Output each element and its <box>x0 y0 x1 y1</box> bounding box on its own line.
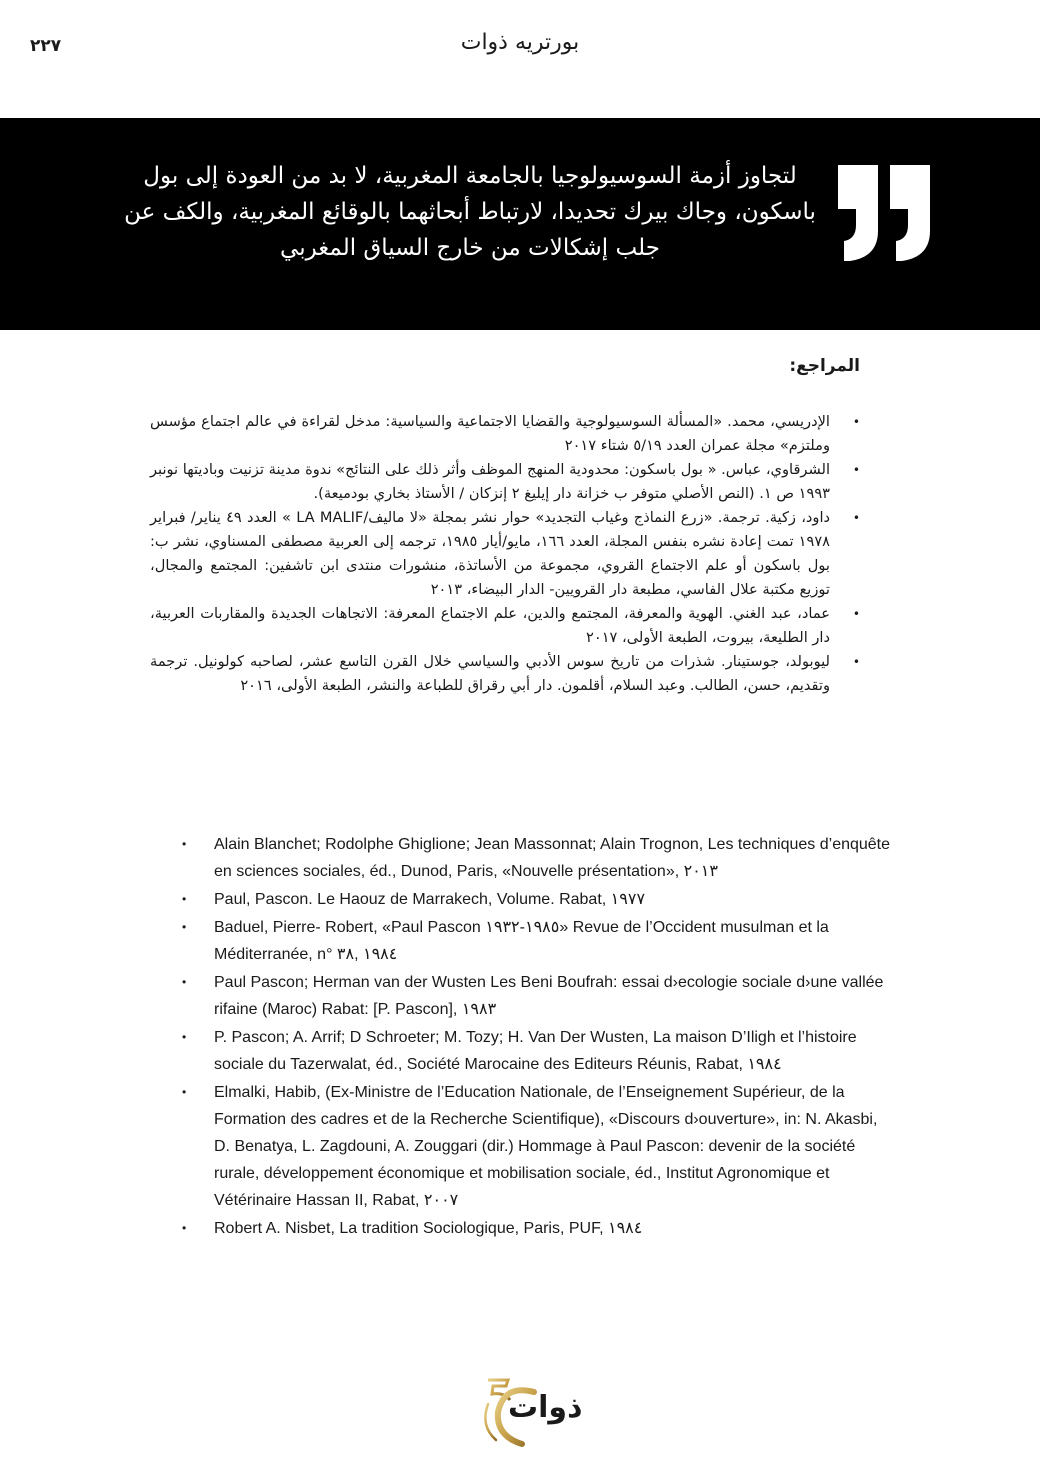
reference-item: • Elmalki, Habib, (Ex-Ministre de l’Education Nationale, de l’Enseignement Supérieur, de la Formation des cadres et de la Recherche Scientifique), «Discours d›ouverture», in: N. Akasbi, D. Benatya, L. Zagdouni, A. Zouggari (dir.) Hommage à Paul Pascon: devenir de la société rurale, développement économique et mobilisation sociale, éd., Institut Agronomique et Vétérinaire Hassan II, Rabat, ٢٠٠٧ <box>182 1079 894 1214</box>
reference-item: • Alain Blanchet; Rodolphe Ghiglione; Jean Massonnat; Alain Trognon, Les techniques d’enquête en sciences sociales, éd., Dunod, Paris, «Nouvelle présentation», ٢٠١٣ <box>182 831 894 885</box>
quote-mark-icon <box>838 165 936 263</box>
pull-quote-band <box>0 118 1040 330</box>
reference-item: • الشرقاوي، عباس. « بول باسكون: محدودية المنهج الموظف وأثر ذلك على النتائج» ندوة مدينة تزنيت وباديتها نونبر ١٩٩٣ ص ١. (النص الأصلي متوفر ب خزانة دار إيليغ ٢ إنزكان / الأستاذ بخاري بودميعة). <box>150 458 866 506</box>
arabic-references-list <box>150 410 866 698</box>
logo-wordmark: ذوات <box>508 1390 583 1425</box>
reference-item: • Paul, Pascon. Le Haouz de Marrakech, Volume. Rabat, ١٩٧٧ <box>182 886 894 913</box>
reference-item: • Paul Pascon; Herman van der Wusten Les Beni Boufrah: essai d›ecologie sociale d›une vallée rifaine (Maroc) Rabat: [P. Pascon], ١٩٨٣ <box>182 969 894 1023</box>
reference-item: • Baduel, Pierre- Robert, «Paul Pascon ١٩٨٥-١٩٣٢» Revue de l’Occident musulman et la Méditerranée, n° ١٩٨٤ ,٣٨ <box>182 914 894 968</box>
reference-item: • P. Pascon; A. Arrif; D Schroeter; M. Tozy; H. Van Der Wusten, La maison D’Iligh et l’histoire sociale du Tazerwalat, éd., Société Marocaine des Editeurs Réunis, Rabat, ١٩٨٤ <box>182 1024 894 1078</box>
references-heading: المراجع: <box>789 356 860 376</box>
page-number: ٢٢٧ <box>30 36 62 56</box>
dhawat-50-logo <box>474 1378 614 1448</box>
pull-quote-text: لتجاوز أزمة السوسيولوجيا بالجامعة المغربية، لا بد من العودة إلى بول باسكون، وجاك بيرك تحديدا، لارتباط أبحاثهما بالوقائع المغربية، والكف عن جلب إشكالات من خارج السياق المغربي <box>124 163 816 261</box>
reference-item: • عماد، عبد الغني. الهوية والمعرفة، المجتمع والدين، علم الاجتماع المعرفة: الاتجاهات الجديدة والمقاربات العربية، دار الطليعة، بيروت، الطبعة الأولى، ٢٠١٧ <box>150 602 866 650</box>
reference-item: • ليوبولد، جوستينار. شذرات من تاريخ سوس الأدبي والسياسي خلال القرن التاسع عشر، لصاحبه كولونيل. ترجمة وتقديم، حسن، الطالب. وعبد السلام، أقلمون. دار أبي رقراق للطباعة والنشر، الطبعة الأولى، ٢٠١٦ <box>150 650 866 698</box>
reference-item: • الإدريسي، محمد. «المسألة السوسيولوجية والقضايا الاجتماعية والسياسية: مدخل لقراءة في عالم اجتماع مؤسس وملتزم» مجلة عمران العدد ٥/١٩ شتاء ٢٠١٧ <box>150 410 866 458</box>
reference-item: • داود، زكية. ترجمة. «زرع النماذج وغياب التجديد» حوار نشر بمجلة «لا ماليف/LA MALIF » العدد ٤٩ يناير/ فبراير ١٩٧٨ تمت إعادة نشره بنفس المجلة، العدد ١٦٦، مايو/أيار ١٩٨٥، ترجمه إلى العربية مصطفى المسناوي، نشر ب: بول باسكون أو علم الاجتماع القروي، مجموعة من الأساتذة، منشورات منتدى ابن تاشفين: المجتمع والمجال، توزيع مكتبة علال الفاسي، مطبعة دار القرويين- الدار البيضاء، ٢٠١٣ <box>150 506 866 602</box>
french-references-list <box>182 831 894 1243</box>
running-header-title: بورتريه ذوات <box>460 30 580 55</box>
reference-item: • Robert A. Nisbet, La tradition Sociologique, Paris, PUF, ١٩٨٤ <box>182 1215 894 1242</box>
